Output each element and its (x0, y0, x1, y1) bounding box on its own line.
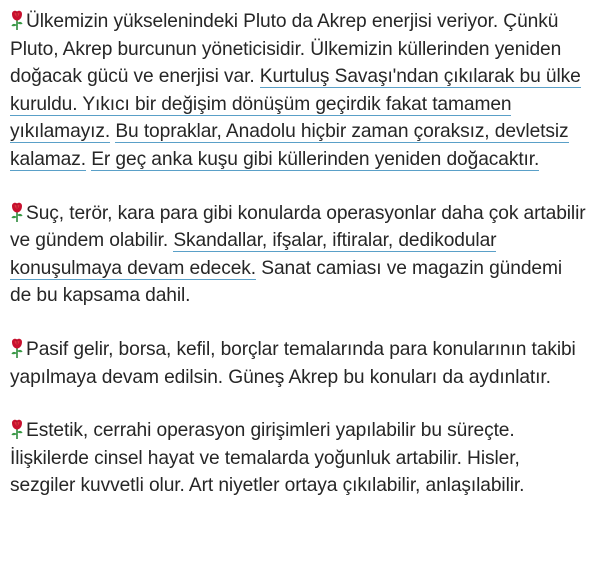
rose-icon (10, 419, 24, 440)
highlighted-text: Er geç anka kuşu gibi küllerinden yeniden doğacaktır. (91, 148, 540, 170)
text-segment: Pasif gelir, borsa, kefil, borçlar temalarında para konularının takibi yapılmaya devam edilsin. Güneş Akrep bu konuları da aydınlatır. (10, 338, 576, 388)
paragraph (10, 8, 586, 174)
highlighted-text: Kurtuluş Savaşı'ndan çıkılarak bu ülke kuruldu. Yıkıcı bir değişim dönüşüm geçirdik fakat tamamen yıkılamayız. (10, 66, 581, 143)
highlighted-text: Bu topraklar, Anadolu hiçbir zaman çoraksız, devletsiz kalamaz. (10, 121, 569, 170)
rose-icon (10, 338, 24, 359)
text-segment: Ülkemizin yükselenindeki Pluto da Akrep enerjisi veriyor. Çünkü Pluto, Akrep burcunun yöneticisidir. Ülkemizin küllerinden yeniden doğacak gücü ve enerjisi var. (10, 11, 562, 88)
text-segment: Estetik, cerrahi operasyon girişimleri yapılabilir bu süreçte. İlişkilerde cinsel hayat ve temalarda yoğunluk artabilir. Hisler, sezgiler kuvvetli olur. Art niyetler ortaya çıkılabilir, anlaşılabilir. (10, 420, 525, 497)
rose-icon (10, 202, 24, 223)
text-segment: Sanat camiası ve magazin gündemi de bu kapsama dahil. (10, 257, 563, 307)
highlighted-text: Skandallar, ifşalar, iftiralar, dedikodular konuşulmaya devam edecek. (10, 230, 497, 279)
paragraph (10, 417, 586, 500)
rose-icon (10, 10, 24, 31)
paragraph (10, 200, 586, 310)
paragraph (10, 336, 586, 391)
text-segment: Suç, terör, kara para gibi konularda operasyonlar daha çok artabilir ve gündem olabilir. (10, 202, 586, 252)
